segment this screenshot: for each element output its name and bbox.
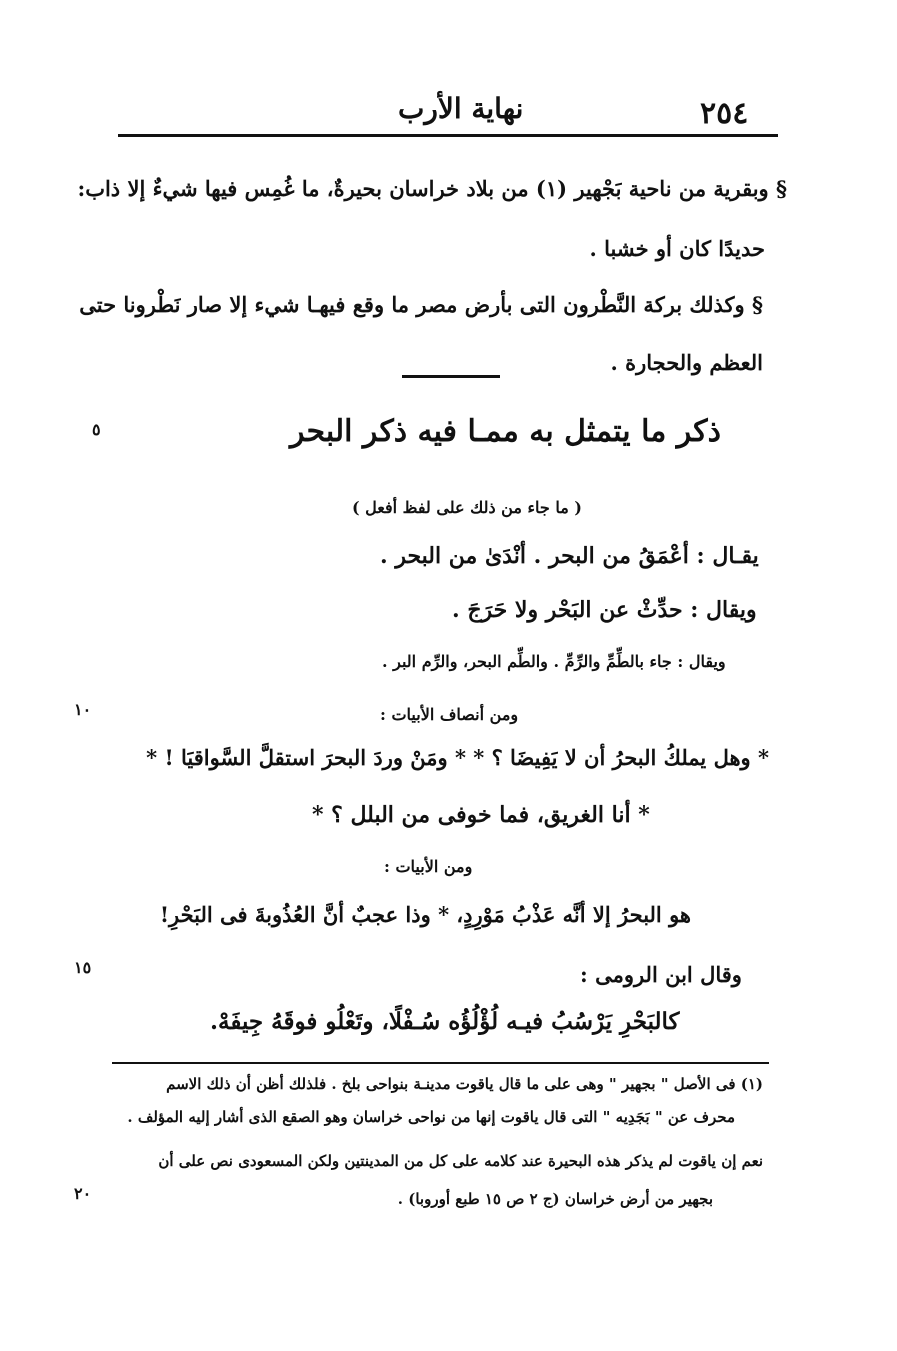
margin-number-5: ٥ (92, 420, 101, 439)
subheading: ( ما جاء من ذلك على لفظ أفعل ) (352, 498, 582, 517)
verse-1: * وهل يملكُ البحرُ أن لا يَفِيضَا ؟ * * ومَنْ وردَ البحرَ استقلَّ السَّواقيَا ! * (146, 745, 769, 770)
footnote-line-1: (١) فى الأصل " بجهير " وهى على ما قال ياقوت مدينـة بنواحى بلخ . فلذلك أظن أن ذلك الاسم (166, 1075, 763, 1093)
body-line-2: حديدًا كان أو خشبا . (589, 236, 765, 261)
saying-3: ويقال : جاء بالطِّمِّ والرِّمِّ . والطِّم البحر، والرِّم البر . (382, 652, 726, 671)
footnote-line-4: بجهير من أرض خراسان (ج ٢ ص ١٥ طبع أوروبا) . (397, 1190, 713, 1208)
body-line-3: § وكذلك بركة النَّطْرون التى بأرض مصر ما وقع فيهـا شيء إلا صار نَطْرونا حتى (79, 292, 763, 317)
margin-number-15: ١٥ (74, 958, 92, 977)
footnote-line-3: نعم إن ياقوت لم يذكر هذه البحيرة عند كلامه على كل من المدينتين ولكن المسعودى نص على أن (158, 1152, 763, 1170)
margin-number-20: ٢٠ (74, 1184, 92, 1203)
footnote-rule (112, 1062, 769, 1064)
header-rule (118, 134, 778, 137)
footnote-line-2: محرف عن " بَجَدِيه " التى قال ياقوت إنها من نواحى خراسان وهو الصقع الذى أشار إليه المؤلف . (127, 1108, 735, 1126)
running-title: نهاية الأرب (398, 92, 524, 125)
body-line-1: § وبقرية من ناحية بَجْهير (١) من بلاد خراسان بحيرةٌ، ما غُمِس فيها شيءٌ إلا ذاب: (77, 176, 787, 201)
verse-3: هو البحرُ إلا أنَّه عَذْبُ مَوْرِدٍ، * وذا عجبٌ أنَّ العُذُوبةَ فى البَحْرِ! (159, 902, 691, 927)
saying-2: ويقال : حدِّثْ عن البَحْر ولا حَرَجَ . (452, 597, 757, 623)
saying-1: يقـال : أعْمَقُ من البحر . أنْدَىٰ من البحر . (380, 543, 759, 569)
verse-2: * أنا الغريق، فما خوفى من البلل ؟ * (312, 802, 650, 828)
section-heading: ذكر ما يتمثل به ممـا فيه ذكر البحر (290, 414, 721, 449)
page-number: ٢٥٤ (700, 96, 749, 131)
body-line-4: العظم والحجارة . (610, 350, 763, 375)
half-verses-intro: ومن أنصاف الأبيات : (380, 705, 519, 724)
margin-number-10: ١٠ (74, 700, 92, 719)
verses-intro: ومن الأبيات : (384, 857, 473, 876)
verse-4: كالبَحْرِ يَرْسُبُ فيـه لُؤْلُؤُه سُـفْلًا، وتَعْلُو فوقَهُ جِيفَهْ. (210, 1008, 680, 1035)
ibn-rumi-intro: وقال ابن الرومى : (580, 962, 742, 987)
section-divider (402, 375, 500, 378)
